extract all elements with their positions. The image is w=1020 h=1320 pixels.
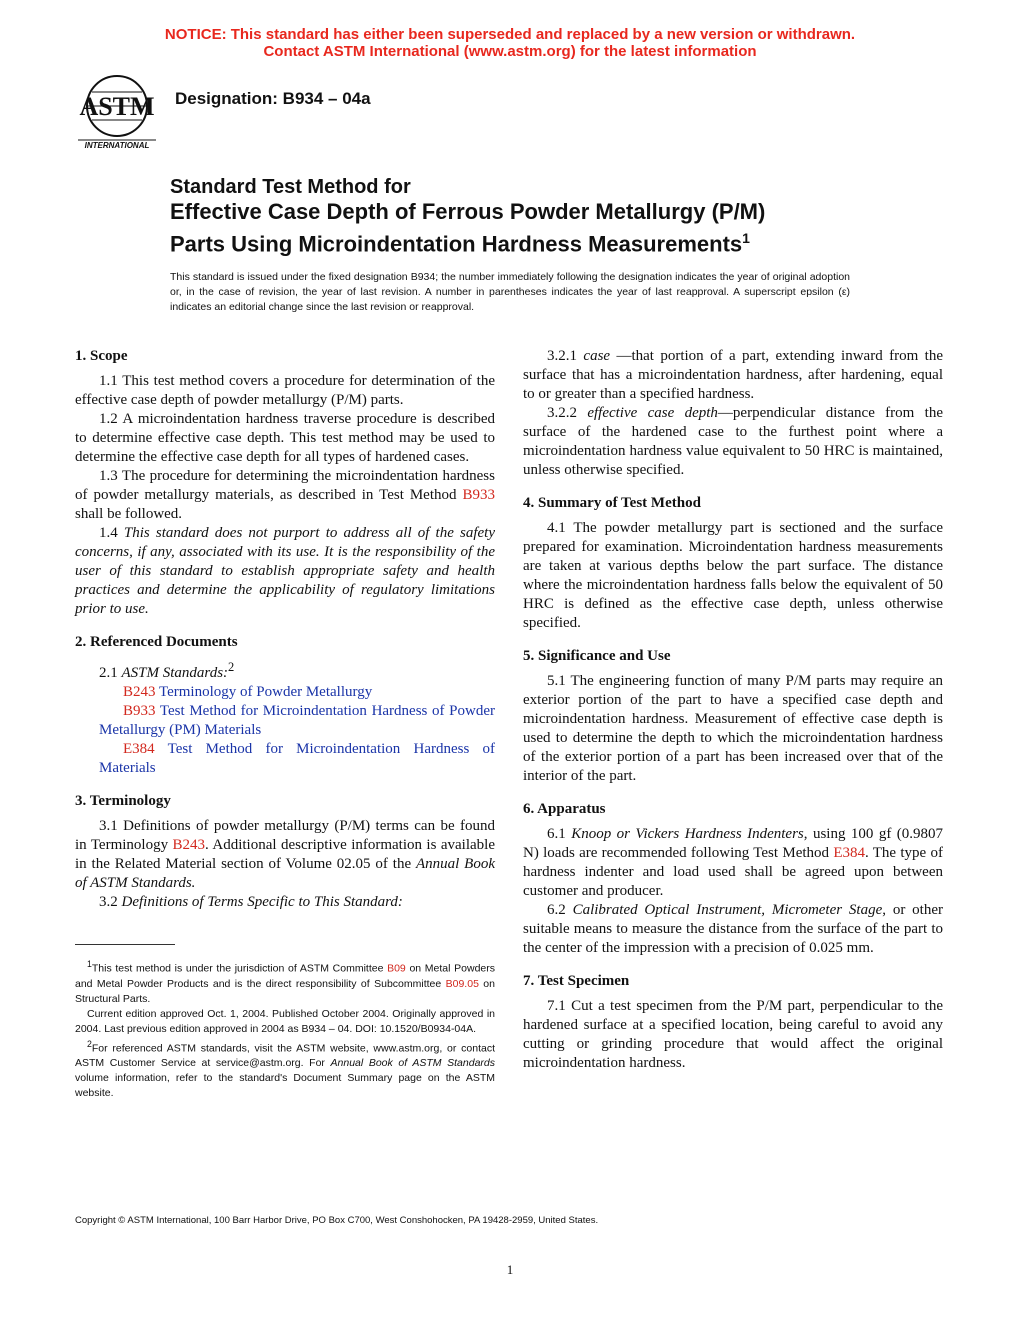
apparatus-heading: 6. Apparatus [523, 801, 606, 817]
footnote-1: $^1$This test method is under the jurisdiction of ASTM Committee B09 on Metal Powders and Metal Powder Products and is the direct responsibility of Subcommittee B09.05 on Structural Parts. [75, 959, 495, 1005]
document-title [170, 175, 950, 257]
title-line-1: Standard Test Method for [170, 176, 411, 198]
footnote-1-edition: Current edition approved Oct. 1, 2004. Published October 2004. Originally approved in 2004. Last previous edition approved in 2004 as B934 – 04. DOI: 10.1520/B0934-04A. [75, 1007, 495, 1035]
section-scope [75, 347, 495, 619]
page-number: 1 [506, 1262, 514, 1277]
terminology-heading: 3. Terminology [75, 793, 171, 809]
supersession-notice [0, 26, 1020, 60]
scope-1-3: 1.3 The procedure for determining the microindentation hardness of powder metallurgy materials, as described in Test Method B933 shall be followed. [75, 468, 495, 522]
title-footnote-mark: 1 [742, 230, 750, 246]
section-terminology [75, 792, 495, 912]
scope-1-4: 1.4 This standard does not purport to address all of the safety concerns, if any, associated with its use. It is the responsibility of the user of this standard to establish appropriate safety and health practices and determine the applicability of regulatory limitations prior to use. [75, 525, 496, 617]
definition-case: 3.2.1 case —that portion of a part, extending inward from the surface that has a microindentation hardness, after hardening, equal to or greater than a specified hardness. [523, 348, 943, 402]
astm-international-logo [70, 72, 165, 152]
link-b243[interactable]: B243 [172, 837, 206, 853]
section-significance [523, 647, 943, 786]
title-line-3: Parts Using Microindentation Hardness Measurements [170, 231, 743, 257]
ref-item-e384[interactable]: E384 Test Method for Microindentation Hardness of Materials [99, 741, 495, 776]
logo-subtext: INTERNATIONAL [84, 141, 150, 150]
summary-heading: 4. Summary of Test Method [523, 495, 701, 511]
title-line-2: Effective Case Depth of Ferrous Powder Metallurgy (P/M) [170, 199, 766, 224]
significance-5-1: 5.1 The engineering function of many P/M parts may require an exterior portion of the part to have a specified case depth and microindentation hardness. Measurement of effective case depth is used to determine the depth to which the microindentation hardness of the exterior portion of a part has been increased over that of the interior of the part. [523, 673, 943, 784]
scope-1-2: 1.2 A microindentation hardness traverse procedure is described to determine effective case depth. This test method may be used to determine the effective case depth for all types of hardened cases. [75, 411, 495, 465]
footnotes [75, 957, 495, 1101]
ref-item-b243[interactable]: B243 Terminology of Powder Metallurgy [123, 684, 373, 700]
issuance-note: This standard is issued under the fixed designation B934; the number immediately following the designation indicates the year of original adoption or, in the case of revision, the year of last revision. A number in parentheses indicates the year of last reapproval. A superscript epsilon (ε) indicates an editorial change since the last revision or reapproval. [170, 271, 850, 313]
link-b933[interactable]: B933 [462, 487, 495, 503]
section-test-specimen [523, 972, 943, 1073]
summary-4-1: 4.1 The powder metallurgy part is sectioned and the surface prepared for examination. Microindentation hardness measurements are taken at various depths below the part surface. The distance where the microindentation hardness falls below the equivalent of 50 HRC is defined as the effective case depth, unless otherwise specified. [523, 520, 943, 631]
link-b09[interactable]: B09 [387, 962, 406, 975]
terminology-3-1: 3.1 Definitions of powder metallurgy (P/M) terms can be found in Terminology B243. Additional descriptive information is available in the Related Material section of Volume 02.05 of the Annual Book of ASTM Standards. [75, 818, 495, 891]
section-summary [523, 494, 943, 633]
refdocs-heading: 2. Referenced Documents [75, 634, 238, 650]
section-apparatus [523, 800, 943, 958]
link-b09-05[interactable]: B09.05 [445, 977, 479, 990]
definition-effective-case-depth: 3.2.2 effective case depth—perpendicular distance from the surface of the hardened case to the furthest point where a microindentation hardness value equivalent to 50 HRC is maintained, unless otherwise specified. [523, 405, 943, 478]
ref-item-b933[interactable]: B933 Test Method for Microindentation Hardness of Powder Metallurgy (PM) Materials [99, 703, 496, 738]
left-column [75, 347, 495, 926]
refdocs-2-1: 2.1 ASTM Standards:$^2$ [99, 660, 235, 681]
link-e384[interactable]: E384 [833, 845, 865, 861]
terminology-3-2: 3.2 Definitions of Terms Specific to This Standard: [99, 894, 403, 910]
specimen-heading: 7. Test Specimen [523, 973, 630, 989]
scope-1-1: 1.1 This test method covers a procedure for determination of the effective case depth of powder metallurgy (P/M) parts. [75, 373, 495, 408]
copyright-line: Copyright © ASTM International, 100 Barr Harbor Drive, PO Box C700, West Conshohocken, PA 19428-2959, United States. [75, 1215, 599, 1226]
section-referenced-documents [75, 633, 495, 778]
section-definitions [523, 347, 943, 480]
notice-line-1: NOTICE: This standard has either been superseded and replaced by a new version or withdrawn. [164, 26, 856, 43]
footnote-2: $^2$For referenced ASTM standards, visit the ASTM website, www.astm.org, or contact ASTM Customer Service at service@astm.org. For Annual Book of ASTM Standards volume information, refer to the standard's Document Summary page on the ASTM website. [75, 1038, 495, 1099]
apparatus-6-2: 6.2 Calibrated Optical Instrument, Micrometer Stage, or other suitable means to measure the distance from the surface of the part to the center of the impression with a precision of 0.025 mm. [523, 902, 944, 956]
significance-heading: 5. Significance and Use [523, 648, 671, 664]
footnote-divider [75, 944, 175, 945]
specimen-7-1: 7.1 Cut a test specimen from the P/M part, perpendicular to the hardened surface at a specified location, being careful to avoid any cutting or grinding procedure that would affect the original microindentation hardness. [523, 998, 943, 1071]
designation: Designation: B934 – 04a [175, 89, 371, 108]
logo-text: ASTM [79, 92, 155, 121]
scope-heading: 1. Scope [75, 348, 128, 364]
right-column [523, 347, 943, 1087]
apparatus-6-1: 6.1 Knoop or Vickers Hardness Indenters, using 100 gf (0.9807 N) loads are recommended following Test Method E384. The type of hardness indenter and load used shall be agreed upon between customer and producer. [523, 826, 944, 899]
notice-line-2: Contact ASTM International (www.astm.org) for the latest information [263, 43, 757, 60]
